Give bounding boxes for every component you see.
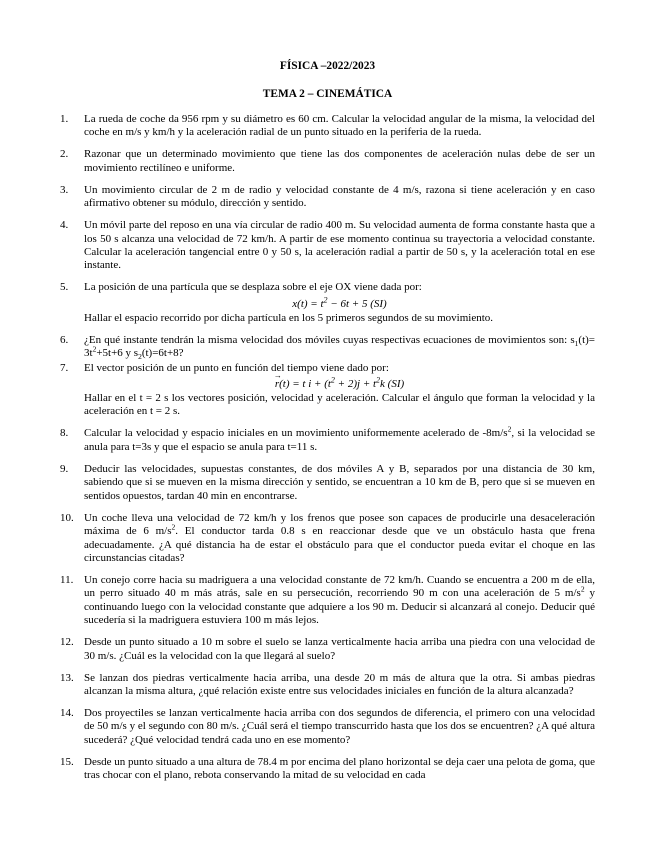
- problem-text: Calcular la velocidad y espacio iniciales en un movimiento uniformemente acelerado de $-8m/s^2$, si la velocidad se anula para t=3s y que el espacio se anula para t=11 s.: [84, 424, 595, 453]
- problem-number: 5.: [60, 281, 69, 294]
- course-title: FÍSICA –2022/2023: [279, 60, 376, 72]
- position-equation: $x(t) = t^2 - 6t + 5$ (SI): [292, 295, 387, 310]
- problem-12: [60, 636, 595, 663]
- problem-14: [60, 707, 595, 747]
- problem-text: ¿En qué instante tendrán la misma velocidad dos móviles cuyas respectivas ecuaciones de movimientos son: $s_1(t)= 3t^2+5t+6$ y $s_2(t)=6t+8$?: [84, 333, 595, 362]
- problem-7: [60, 362, 595, 419]
- problem-number: 12.: [60, 636, 74, 649]
- problem-text: Deducir las velocidades, supuestas constantes, de dos móviles A y B, separados por una distancia de 30 km, sabiendo que si se mueven en la misma dirección y sentido, se encuentran a 10 km de B, pero que si se mueven en sentidos opuestos, tardan 40 min en encontrarse.: [84, 462, 595, 502]
- problem-9: [60, 463, 595, 503]
- problem-6: [60, 334, 595, 361]
- problem-text: El vector posición de un punto en función del tiempo viene dado por:: [84, 361, 389, 374]
- problem-15: [60, 756, 595, 783]
- problem-number: 3.: [60, 183, 69, 196]
- problem-1: [60, 113, 595, 140]
- problem-number: 6.: [60, 333, 69, 346]
- problem-number: 2.: [60, 148, 69, 161]
- problem-number: 14.: [60, 706, 74, 719]
- position-vector-equation: → r(t) = t $i + (t^2 + 2)j + t^2k$ (SI): [84, 377, 595, 391]
- problem-number: 7.: [60, 361, 69, 374]
- problem-text: Un movimiento circular de 2 m de radio y velocidad constante de 4 m/s, razona si tiene aceleración y en caso afirmativo obtener su módulo, dirección y sentido.: [84, 183, 595, 210]
- problem-number: 8.: [60, 427, 69, 440]
- problem-text: Desde un punto situado a 10 m sobre el suelo se lanza verticalmente hacia arriba una piedra con una velocidad de 30 m/s. ¿Cuál es la velocidad con la que llegará al suelo?: [84, 636, 595, 662]
- problem-question: Hallar en el t = 2 s los vectores posición, velocidad y aceleración. Calcular el ángulo que forman la velocidad y la aceleración en t = 2 s.: [84, 392, 595, 418]
- problem-4: [60, 219, 595, 273]
- problem-number: 11.: [60, 573, 74, 586]
- problem-text: Un coche lleva una velocidad de 72 km/h y los frenos que posee son capaces de producirle una desaceleración máxima de 6 $m/s^2$. El conductor tarda 0.8 s en reaccionar desde que ve un obstáculo hasta que frena adecuadamente. ¿A qué distancia ha de estar el obstáculo para que el conductor pueda evitar el choque en las circunstancias citadas?: [84, 511, 595, 564]
- problem-text: Un conejo corre hacia su madriguera a una velocidad constante de 72 km/h. Cuando se encuentra a 200 m de ella, un perro situado 40 m más atrás, sale en su persecución, recorriendo 90 m con una aceleración de 5 $m/s^2$ y continuando luego con la velocidad constante que adquiere a los 90 m. Deducir si alcanzará al conejo. Deducir qué sucedería si la madriguera estuviera 100 m más lejos.: [84, 573, 595, 627]
- problem-text: La rueda de coche da 956 rpm y su diámetro es 60 cm. Calcular la velocidad angular de la misma, la velocidad del coche en m/s y km/h y la aceleración radial de un punto situado en la periferia de la rueda.: [84, 113, 595, 139]
- problem-number: 9.: [60, 462, 69, 475]
- problem-question: Hallar el espacio recorrido por dicha partícula en los 5 primeros segundos de su movimiento.: [84, 311, 494, 324]
- problem-number: 15.: [60, 755, 74, 768]
- problem-11: [60, 574, 595, 628]
- problem-5: [60, 281, 595, 325]
- problem-number: 10.: [60, 511, 74, 524]
- problem-number: 13.: [60, 671, 74, 684]
- problem-3: [60, 184, 595, 211]
- problem-text: Un móvil parte del reposo en una vía circular de radio 400 m. Su velocidad aumenta de forma constante hasta que a los 50 s alcanza una velocidad de 72 km/h. A partir de ese momento continua su trayectoria a velocidad constante. Calcular la aceleración tangencial entre 0 y 50 s, la aceleración radial a partir de 50 s, y la aceleración total en ese instante.: [84, 219, 595, 272]
- problem-text: Desde un punto situado a una altura de 78.4 m por encima del plano horizontal se deja caer una pelota de goma, que tras chocar con el plano, rebota conservando la mitad de su velocidad en cada: [84, 755, 595, 782]
- problem-text: Dos proyectiles se lanzan verticalmente hacia arriba con dos segundos de diferencia, el primero con una velocidad de 50 m/s y el segundo con 80 m/s. ¿Cuál será el tiempo transcurrido hasta que los dos se encuentren? ¿A qué altura sucederá? ¿Qué velocidad tendrá cada uno en ese momento?: [84, 706, 595, 746]
- problem-number: 4.: [60, 219, 69, 232]
- problem-text: Se lanzan dos piedras verticalmente hacia arriba, una desde 20 m más de altura que la otra. Si ambas piedras alcanzan la misma altura, ¿qué relación existe entre sus velocidades iniciales en función de la altura alcanzada?: [84, 671, 595, 697]
- problem-text: Razonar que un determinado movimiento que tiene las dos componentes de aceleración nulas debe de ser un movimiento rectilíneo e uniforme.: [84, 148, 595, 174]
- topic-title: TEMA 2 – CINEMÁTICA: [262, 88, 393, 100]
- problem-number: 1.: [60, 113, 69, 125]
- problem-text: La posición de una partícula que se desplaza sobre el eje OX viene dada por:: [84, 281, 422, 294]
- problem-2: [60, 148, 595, 175]
- problem-13: [60, 672, 595, 699]
- problem-10: [60, 512, 595, 566]
- problem-list: [60, 113, 595, 791]
- problem-8: [60, 424, 595, 454]
